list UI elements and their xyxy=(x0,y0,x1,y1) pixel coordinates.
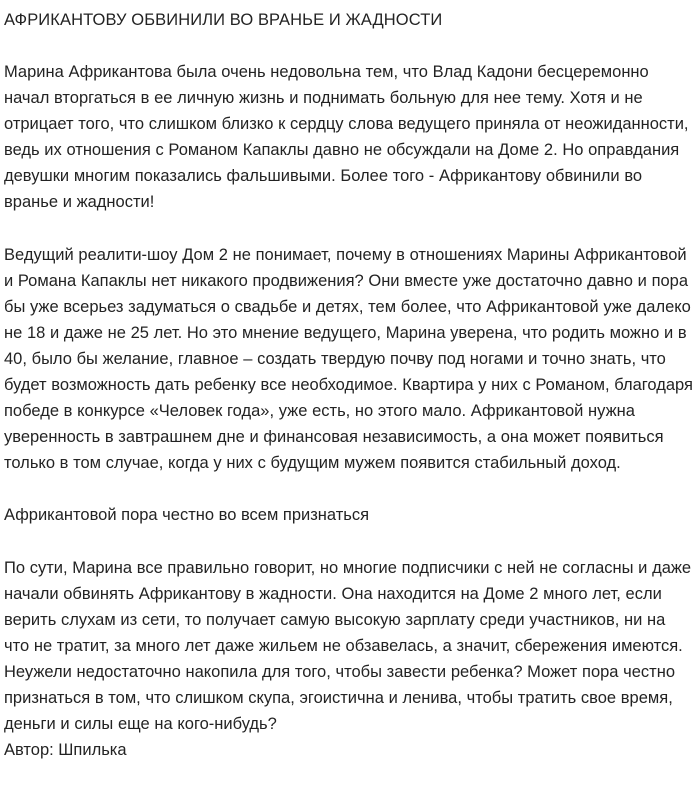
article-subheading: Африкантовой пора честно во всем признаться xyxy=(4,506,370,525)
page-title: АФРИКАНТОВУ ОБВИНИЛИ ВО ВРАНЬЕ И ЖАДНОСТИ xyxy=(4,11,443,29)
article-paragraph-2: Ведущий реалити-шоу Дом 2 не понимает, почему в отношениях Марины Африкантовой и Романа Капаклы нет никакого продвижения? Они вместе уже достаточно давно и пора бы уже всерьез задуматься о свадьбе и детях, тем более, что Африкантовой уже далеко не 18 и даже не 25 лет. Но это мнение ведущего, Марина уверена, что родить можно и в 40, было бы желание, главное – создать твердую почву под ногами и точно знать, что будет возможность дать ребенку все необходимое. Квартира у них с Романом, благодаря победе в конкурсе «Человек года», уже есть, но этого мало. Африкантовой нужна уверенность в завтрашнем дне и финансовая независимость, а она может появиться только в том случае, когда у них с будущим мужем появится стабильный доход. xyxy=(4,245,693,473)
paragraph-spacer-2 xyxy=(4,476,693,502)
paragraph-spacer-1 xyxy=(4,216,693,242)
article-paragraph-3: По сути, Марина все правильно говорит, но многие подписчики с ней не согласны и даже начали обвинять Африкантову в жадности. Она находится на Доме 2 много лет, если верить слухам из сети, то получает самую высокую зарплату среди участников, ни на что не тратит, за много лет даже жильем не обзавелась, а значит, сбережения имеются. Неужели недостаточно накопила для того, чтобы завести ребенка? Может пора честно признаться в том, что слишком скупа, эгоистична и ленива, чтобы тратить свое время, деньги и силы еще на кого-нибудь? xyxy=(4,558,692,734)
title-paragraph-spacer xyxy=(4,33,693,59)
article-author-byline: Автор: Шпилька xyxy=(4,741,127,760)
article-paragraph-1: Марина Африкантова была очень недовольна тем, что Влад Кадони бесцеремонно начал вторгаться в ее личную жизнь и поднимать больную для нее тему. Хотя и не отрицает того, что слишком близко к сердцу слова ведущего приняла от неожиданности, ведь их отношения с Романом Капаклы давно не обсуждали на Доме 2. Но оправдания девушки многим показались фальшивыми. Более того - Африкантову обвинили во вранье и жадности! xyxy=(4,63,689,212)
paragraph-spacer-3 xyxy=(4,529,693,555)
